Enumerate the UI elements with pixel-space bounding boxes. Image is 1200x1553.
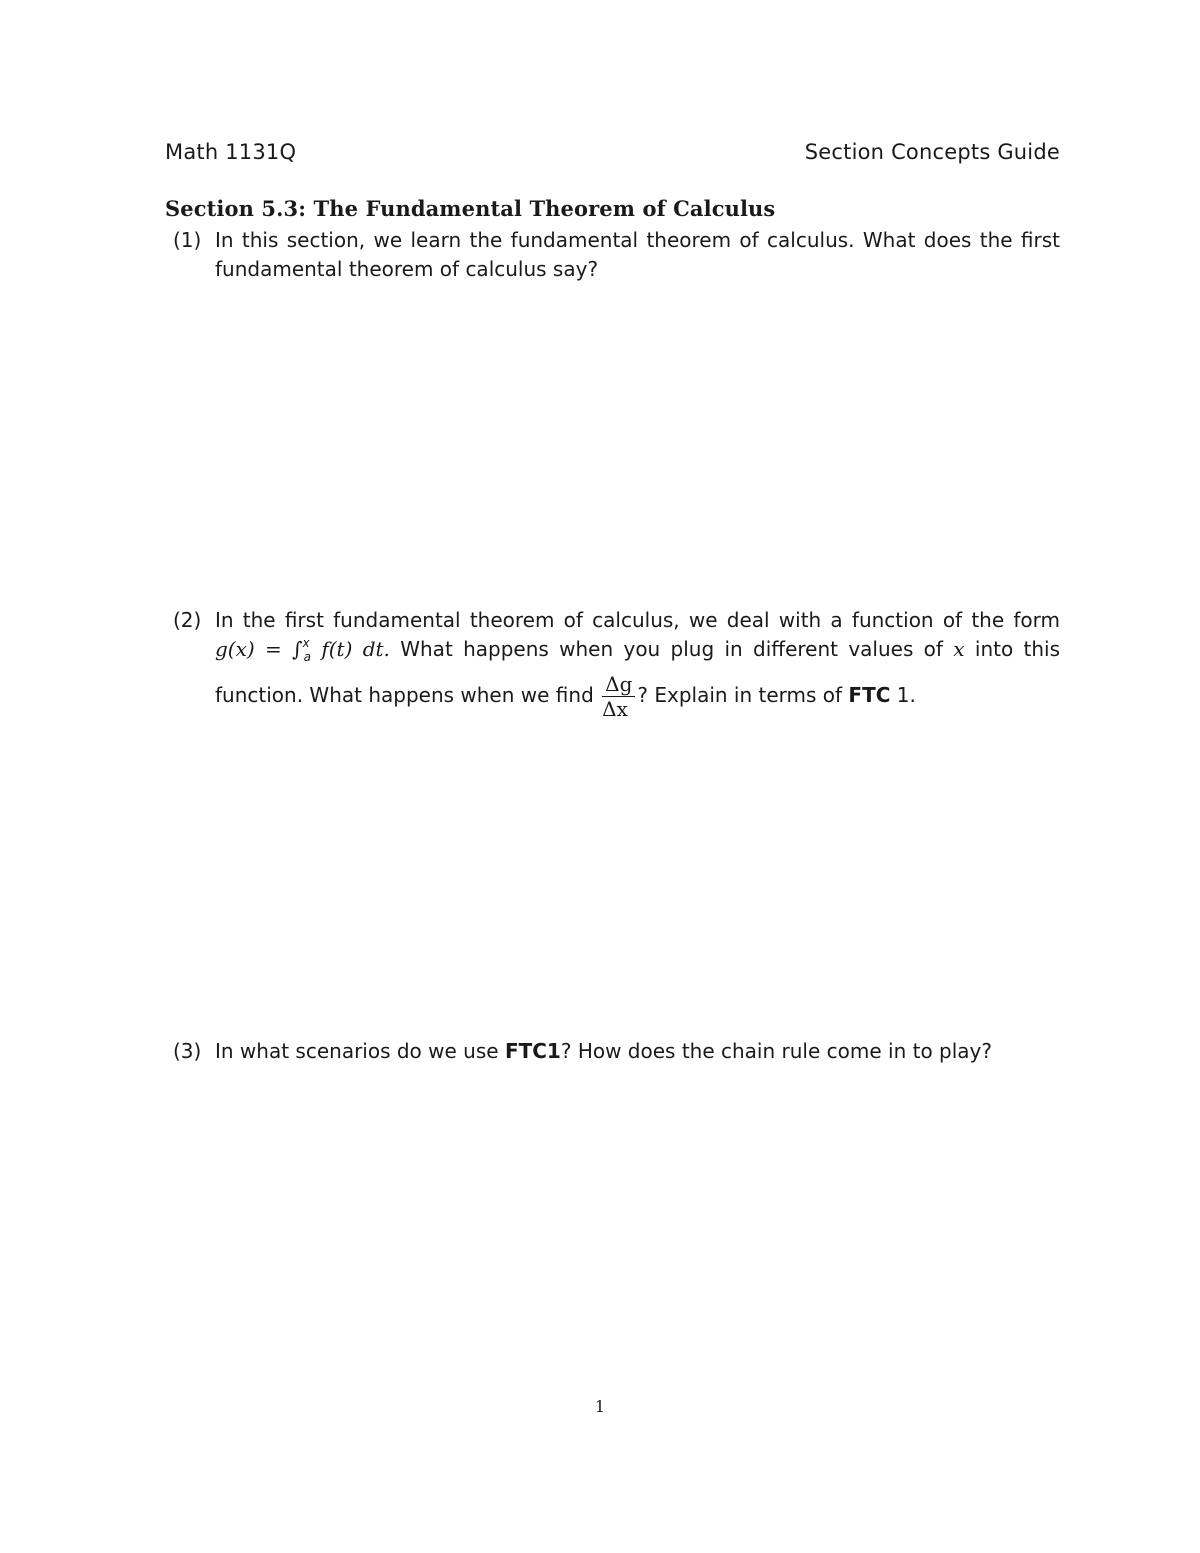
question-body [215,606,1060,720]
question-number: (3) [173,1039,202,1063]
question-text-line: In this section, we learn the fundamental theorem of calculus. What does the first [215,228,1060,252]
question-number: (2) [173,608,202,632]
difference-quotient [602,673,635,720]
question-2 [165,606,1060,720]
ftc-label: FTC1 [504,1039,561,1063]
question-body [215,226,1060,284]
question-text: ? How does the chain rule come in to play? [560,1039,992,1063]
question-text: What happens when you plug in different values of [400,637,943,661]
question-text: In what scenarios do we use [215,1039,499,1063]
question-text-line: In the first fundamental theorem of calculus, we deal with a function of the form [215,608,1060,632]
upper-limit: x [302,636,310,650]
guide-label: Section Concepts Guide [804,140,1060,164]
question-1 [165,226,1060,284]
question-text: into this [974,637,1061,661]
question-text-line [215,673,1060,720]
question-text: 1. [896,683,916,707]
lower-limit: a [303,650,311,664]
page-header [165,140,1060,164]
question-text: ? Explain in terms of [637,683,843,707]
question-text-line: fundamental theorem of calculus say? [215,257,599,281]
course-label: Math 1131Q [165,140,297,164]
section-title: Section 5.3: The Fundamental Theorem of Calculus [165,196,776,221]
fraction-numerator: Δg [602,673,635,697]
variable-x: x [953,637,965,661]
question-text-line [215,1037,1060,1066]
question-text: function. What happens when we find [215,683,594,707]
question-body [215,1037,1060,1066]
question-number: (1) [173,228,202,252]
ftc-label: FTC [848,683,891,707]
question-3 [165,1037,1060,1066]
function-definition: g(x) = [215,637,282,661]
integral-sign: ∫ [292,637,303,661]
question-text-line [215,635,1060,667]
page-number: 1 [594,1397,606,1416]
integrand: f(t) dt. [321,637,390,661]
fraction-denominator: Δx [602,697,628,721]
